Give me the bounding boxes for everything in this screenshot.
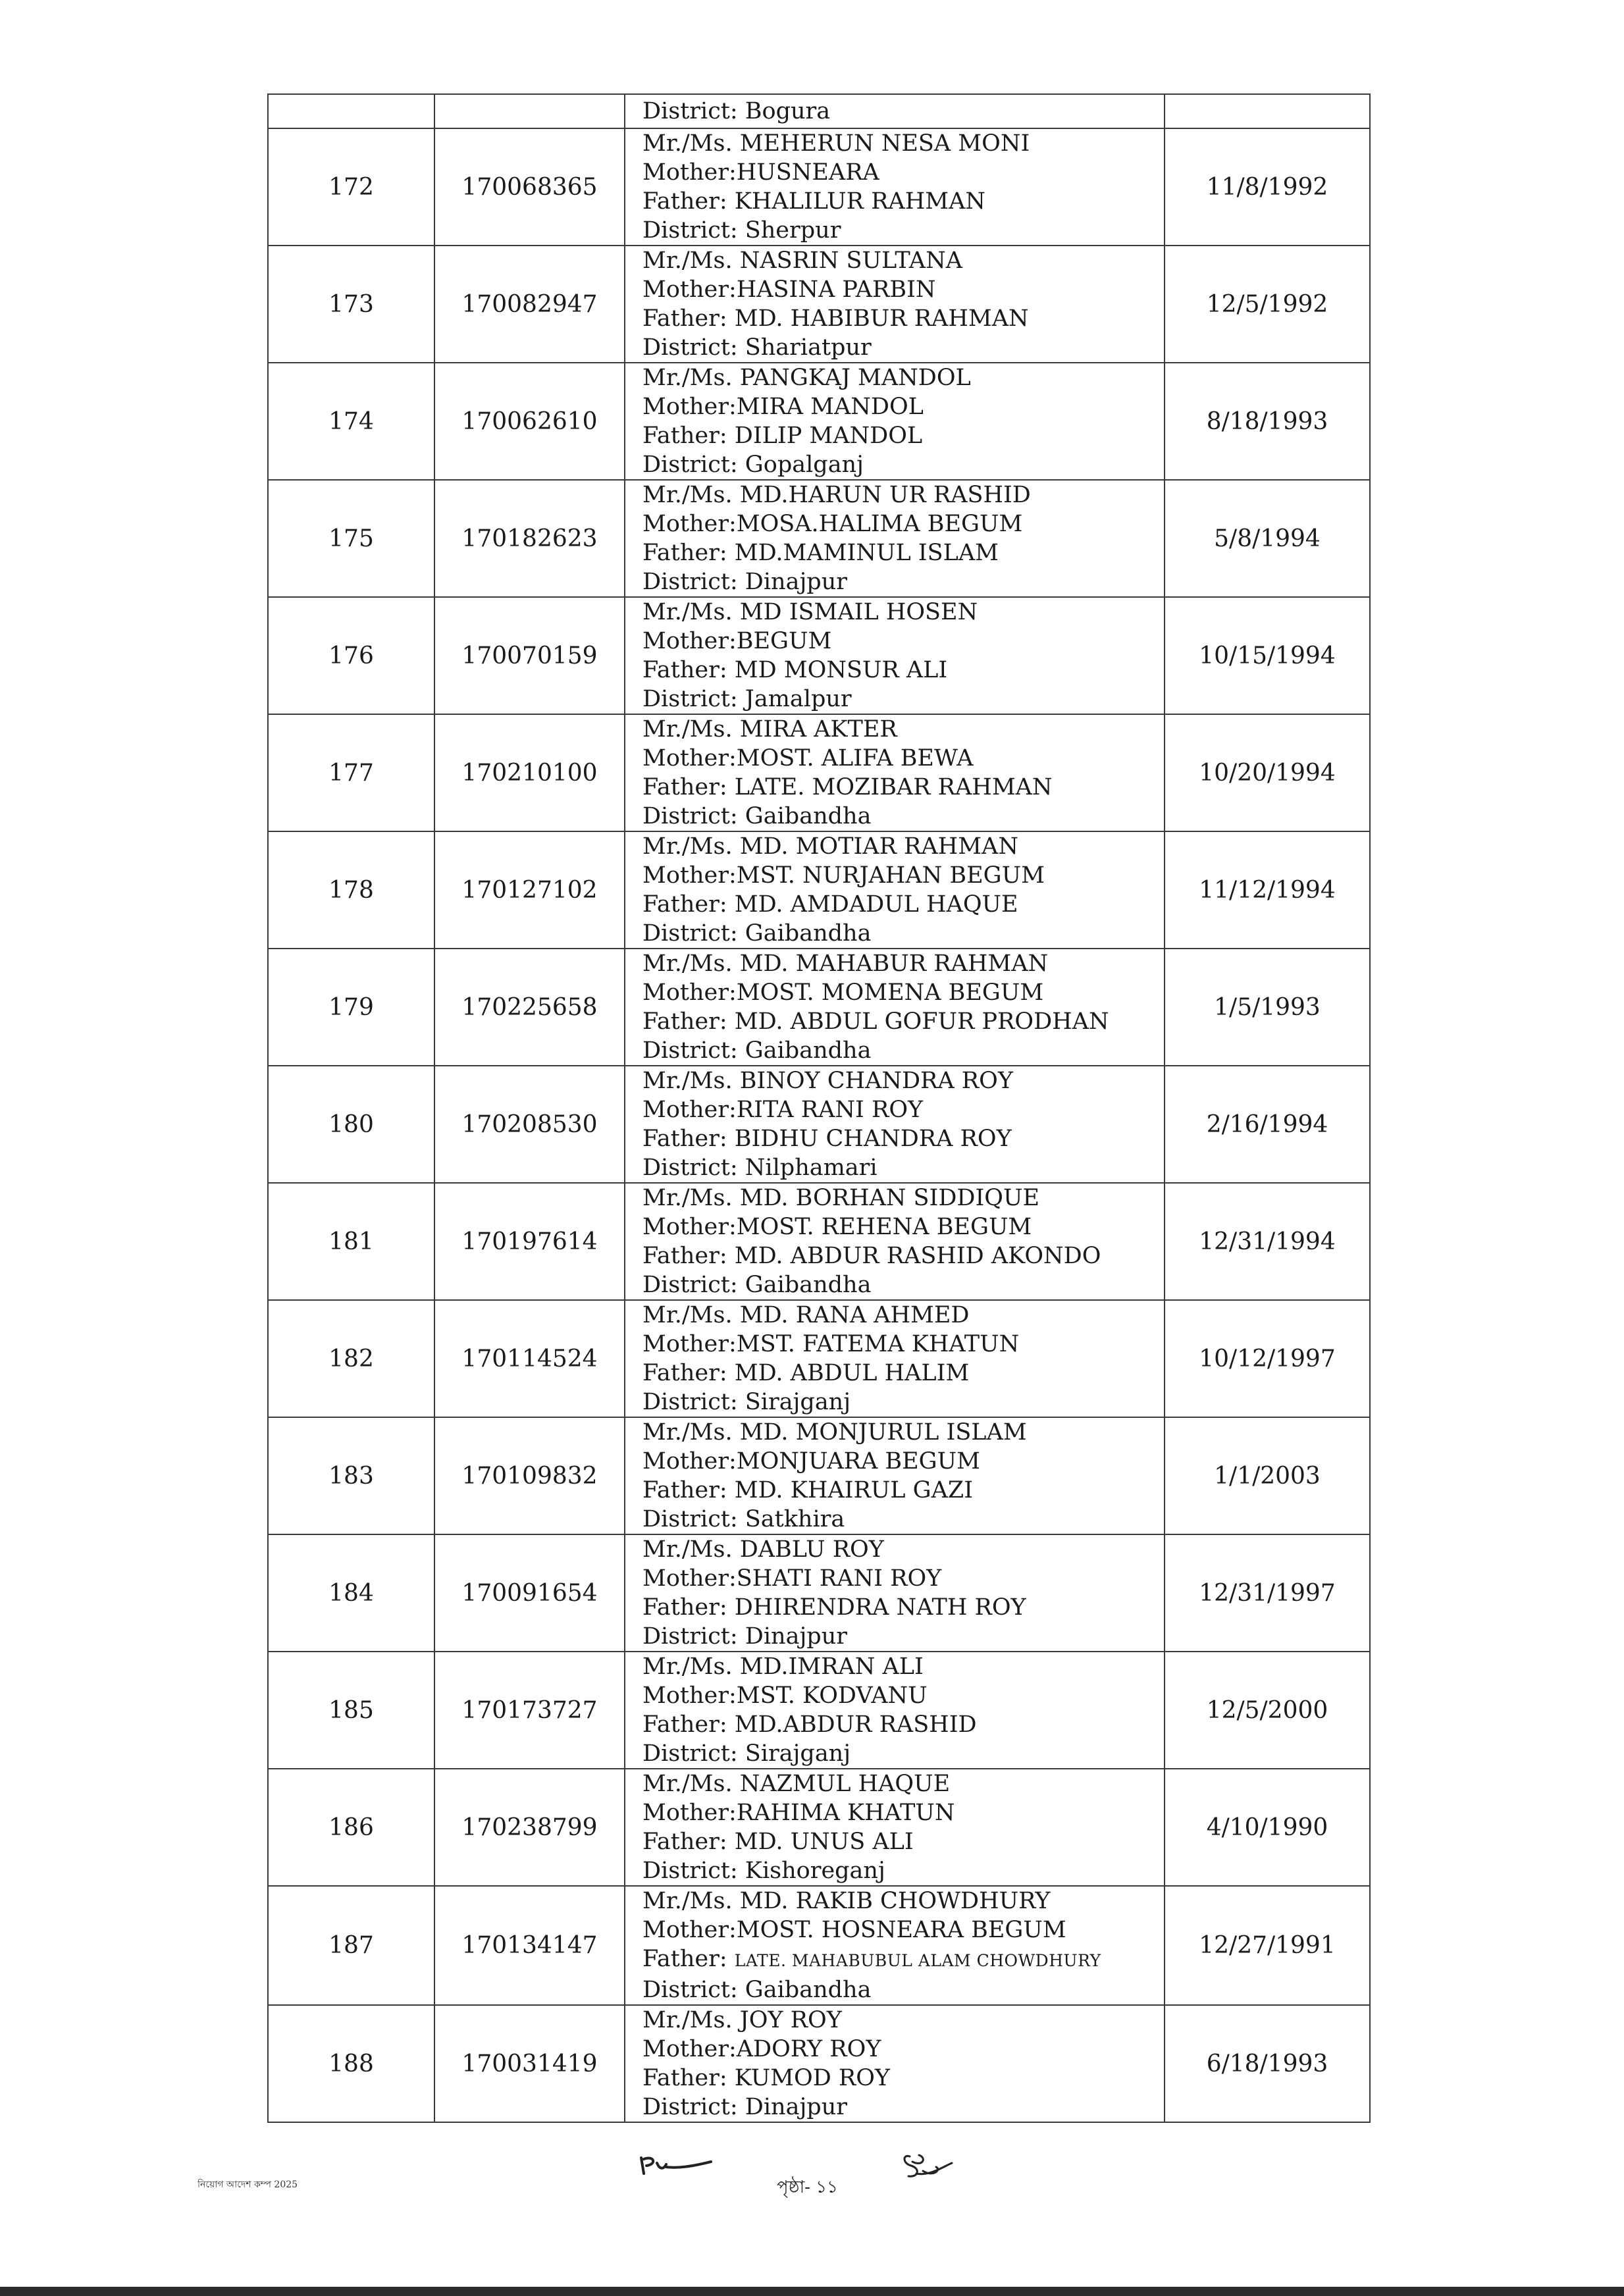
district-line: District: Bogura — [642, 98, 831, 124]
district-line: District: Sherpur — [642, 217, 841, 244]
father-name: DHIRENDRA NATH ROY — [734, 1594, 1026, 1621]
info-cell — [625, 246, 1165, 363]
father-name: DILIP MANDOL — [734, 423, 923, 449]
info-cell — [625, 714, 1165, 831]
roll-cell: 170127102 — [434, 831, 625, 949]
father-name: KHALILUR RAHMAN — [734, 188, 985, 215]
father-name: MD.MAMINUL ISLAM — [734, 540, 999, 566]
footer-note: নিয়োগ আদেশ কম্প 2025 — [197, 2179, 298, 2190]
info-cell — [625, 1300, 1165, 1417]
dob-cell: 10/12/1997 — [1165, 1300, 1370, 1417]
dob-cell — [1165, 94, 1370, 128]
father-label: Father: — [642, 1477, 727, 1503]
father-label: Father: — [642, 774, 727, 800]
district-line: District: Gaibandha — [642, 1037, 872, 1064]
mother-line: Mother:MST. FATEMA KHATUN — [642, 1331, 1020, 1357]
district-line: District: Nilphamari — [642, 1155, 877, 1181]
district-line: District: Sirajganj — [642, 1389, 851, 1415]
roll-cell: 170173727 — [434, 1652, 625, 1769]
serial-cell: 183 — [268, 1417, 434, 1534]
father-line — [642, 2064, 1164, 2093]
roll-cell — [434, 94, 625, 128]
roll-cell: 170082947 — [434, 246, 625, 363]
district-line: District: Kishoreganj — [642, 1858, 885, 1884]
father-label: Father: — [642, 1946, 727, 1972]
dob-cell: 2/16/1994 — [1165, 1066, 1370, 1183]
mother-line: Mother:MST. NURJAHAN BEGUM — [642, 862, 1045, 889]
dob-cell: 4/10/1990 — [1165, 1769, 1370, 1886]
roll-cell: 170238799 — [434, 1769, 625, 1886]
name-line: Mr./Ms. DABLU ROY — [642, 1536, 884, 1563]
table-row — [268, 480, 1370, 597]
district-line: District: Gaibandha — [642, 803, 872, 829]
father-name: MD MONSUR ALI — [734, 657, 948, 683]
name-line: Mr./Ms. MD ISMAIL HOSEN — [642, 599, 978, 625]
serial-cell: 176 — [268, 597, 434, 714]
roll-cell: 170062610 — [434, 363, 625, 480]
dob-cell: 11/12/1994 — [1165, 831, 1370, 949]
info-cell — [625, 480, 1165, 597]
roll-cell: 170197614 — [434, 1183, 625, 1300]
dob-cell: 1/1/2003 — [1165, 1417, 1370, 1534]
name-line: Mr./Ms. MD. RANA AHMED — [642, 1302, 970, 1328]
name-line: Mr./Ms. BINOY CHANDRA ROY — [642, 1068, 1013, 1094]
father-name: KUMOD ROY — [734, 2065, 891, 2091]
info-cell — [625, 831, 1165, 949]
father-label: Father: — [642, 891, 727, 918]
serial-cell: 185 — [268, 1652, 434, 1769]
serial-cell — [268, 94, 434, 128]
results-table — [267, 93, 1371, 2123]
father-label: Father: — [642, 540, 727, 566]
serial-cell: 182 — [268, 1300, 434, 1417]
dob-cell: 11/8/1992 — [1165, 128, 1370, 246]
name-line: Mr./Ms. NAZMUL HAQUE — [642, 1771, 951, 1797]
district-line: District: Gaibandha — [642, 920, 872, 947]
roll-cell: 170114524 — [434, 1300, 625, 1417]
name-line: Mr./Ms. MD.IMRAN ALI — [642, 1654, 924, 1680]
roll-cell: 170225658 — [434, 949, 625, 1066]
father-label: Father: — [642, 1594, 727, 1621]
dob-cell: 12/5/2000 — [1165, 1652, 1370, 1769]
serial-cell: 187 — [268, 1886, 434, 2005]
dob-cell: 6/18/1993 — [1165, 2005, 1370, 2122]
table-row — [268, 831, 1370, 949]
serial-cell: 186 — [268, 1769, 434, 1886]
signature-2 — [897, 2147, 957, 2185]
father-label: Father: — [642, 2065, 727, 2091]
father-label: Father: — [642, 1008, 727, 1035]
dob-cell: 1/5/1993 — [1165, 949, 1370, 1066]
father-line — [642, 1593, 1164, 1622]
name-line: Mr./Ms. NASRIN SULTANA — [642, 248, 962, 274]
mother-line: Mother:MOSA.HALIMA BEGUM — [642, 511, 1023, 537]
mother-line: Mother:HUSNEARA — [642, 159, 879, 186]
mother-line: Mother:BEGUM — [642, 628, 832, 654]
name-line: Mr./Ms. MIRA AKTER — [642, 716, 897, 743]
info-cell — [625, 1886, 1165, 2005]
father-label: Father: — [642, 305, 727, 332]
district-line: District: Jamalpur — [642, 686, 852, 712]
serial-cell: 179 — [268, 949, 434, 1066]
signature-1 — [637, 2151, 716, 2181]
father-label: Father: — [642, 423, 727, 449]
dob-cell: 12/31/1997 — [1165, 1534, 1370, 1652]
table-row — [268, 1417, 1370, 1534]
mother-line: Mother:MIRA MANDOL — [642, 394, 924, 420]
father-label: Father: — [642, 188, 727, 215]
dob-cell: 10/15/1994 — [1165, 597, 1370, 714]
father-name: BIDHU CHANDRA ROY — [734, 1126, 1012, 1152]
table-row — [268, 1652, 1370, 1769]
serial-cell: 180 — [268, 1066, 434, 1183]
father-line — [642, 1827, 1164, 1856]
father-line — [642, 1241, 1164, 1270]
info-cell — [625, 128, 1165, 246]
table-row — [268, 363, 1370, 480]
roll-cell: 170182623 — [434, 480, 625, 597]
info-cell — [625, 94, 1165, 128]
serial-cell: 188 — [268, 2005, 434, 2122]
father-name: MD. ABDUR RASHID AKONDO — [734, 1243, 1101, 1269]
father-line — [642, 1944, 1164, 1975]
dob-cell: 12/27/1991 — [1165, 1886, 1370, 2005]
table-row — [268, 128, 1370, 246]
father-line — [642, 890, 1164, 919]
mother-line: Mother:MOST. MOMENA BEGUM — [642, 979, 1044, 1006]
father-name: LATE. MAHABUBUL ALAM CHOWDHURY — [734, 1951, 1101, 1970]
roll-cell: 170208530 — [434, 1066, 625, 1183]
district-line: District: Gaibandha — [642, 1272, 872, 1298]
father-label: Father: — [642, 1711, 727, 1738]
info-cell — [625, 363, 1165, 480]
father-line — [642, 421, 1164, 450]
serial-cell: 173 — [268, 246, 434, 363]
name-line: Mr./Ms. MD. MONJURUL ISLAM — [642, 1419, 1027, 1446]
serial-cell: 174 — [268, 363, 434, 480]
mother-line: Mother:RAHIMA KHATUN — [642, 1800, 955, 1826]
mother-line: Mother:HASINA PARBIN — [642, 276, 936, 303]
table-row — [268, 714, 1370, 831]
dob-cell: 8/18/1993 — [1165, 363, 1370, 480]
district-line: District: Dinajpur — [642, 569, 847, 595]
father-label: Father: — [642, 657, 727, 683]
father-line — [642, 1710, 1164, 1739]
table-row — [268, 1300, 1370, 1417]
roll-cell: 170031419 — [434, 2005, 625, 2122]
table-row-continued — [268, 94, 1370, 128]
father-label: Father: — [642, 1243, 727, 1269]
info-cell — [625, 597, 1165, 714]
serial-cell: 177 — [268, 714, 434, 831]
mother-line: Mother:MST. KODVANU — [642, 1683, 928, 1709]
table-row — [268, 1886, 1370, 2005]
name-line: Mr./Ms. JOY ROY — [642, 2007, 842, 2033]
name-line: Mr./Ms. PANGKAJ MANDOL — [642, 365, 971, 391]
table-row — [268, 1534, 1370, 1652]
district-line: District: Gaibandha — [642, 1977, 872, 2003]
district-line: District: Satkhira — [642, 1506, 845, 1532]
roll-cell: 170091654 — [434, 1534, 625, 1652]
father-line — [642, 187, 1164, 216]
serial-cell: 184 — [268, 1534, 434, 1652]
info-cell — [625, 1066, 1165, 1183]
mother-line: Mother:RITA RANI ROY — [642, 1097, 924, 1123]
father-line — [642, 656, 1164, 685]
roll-cell: 170068365 — [434, 128, 625, 246]
father-line — [642, 773, 1164, 802]
table-row — [268, 2005, 1370, 2122]
name-line: Mr./Ms. MD. MOTIAR RAHMAN — [642, 833, 1018, 860]
info-cell — [625, 949, 1165, 1066]
father-line — [642, 1124, 1164, 1153]
serial-cell: 172 — [268, 128, 434, 246]
mother-line: Mother:MOST. REHENA BEGUM — [642, 1214, 1032, 1240]
mother-line: Mother:MONJUARA BEGUM — [642, 1448, 980, 1474]
roll-cell: 170070159 — [434, 597, 625, 714]
name-line: Mr./Ms. MD. MAHABUR RAHMAN — [642, 951, 1049, 977]
father-name: MD. AMDADUL HAQUE — [734, 891, 1018, 918]
info-cell — [625, 1183, 1165, 1300]
dob-cell: 12/31/1994 — [1165, 1183, 1370, 1300]
table-row — [268, 597, 1370, 714]
name-line: Mr./Ms. MD. RAKIB CHOWDHURY — [642, 1888, 1051, 1914]
mother-line: Mother:ADORY ROY — [642, 2036, 881, 2062]
serial-cell: 178 — [268, 831, 434, 949]
father-name: MD.ABDUR RASHID — [734, 1711, 977, 1738]
table-row — [268, 1769, 1370, 1886]
info-cell — [625, 1652, 1165, 1769]
mother-line: Mother:MOST. HOSNEARA BEGUM — [642, 1917, 1066, 1943]
roll-cell: 170134147 — [434, 1886, 625, 2005]
roll-cell: 170109832 — [434, 1417, 625, 1534]
father-line — [642, 304, 1164, 333]
table-row — [268, 1066, 1370, 1183]
district-line: District: Gopalganj — [642, 452, 864, 478]
father-name: MD. ABDUL GOFUR PRODHAN — [734, 1008, 1109, 1035]
info-cell — [625, 1534, 1165, 1652]
info-cell — [625, 1769, 1165, 1886]
father-label: Father: — [642, 1829, 727, 1855]
father-label: Father: — [642, 1126, 727, 1152]
dob-cell: 5/8/1994 — [1165, 480, 1370, 597]
district-line: District: Sirajganj — [642, 1740, 851, 1767]
serial-cell: 175 — [268, 480, 434, 597]
dob-cell: 12/5/1992 — [1165, 246, 1370, 363]
scan-edge — [0, 2287, 1624, 2296]
name-line: Mr./Ms. MD.HARUN UR RASHID — [642, 482, 1031, 508]
results-table-body — [268, 94, 1370, 2122]
table-row — [268, 246, 1370, 363]
district-line: District: Dinajpur — [642, 1623, 847, 1650]
father-line — [642, 1359, 1164, 1388]
page-number: পৃষ্ঠা- ১১ — [777, 2178, 838, 2197]
district-line: District: Shariatpur — [642, 334, 872, 361]
father-label: Father: — [642, 1360, 727, 1386]
father-line — [642, 1007, 1164, 1036]
info-cell — [625, 2005, 1165, 2122]
name-line: Mr./Ms. MEHERUN NESA MONI — [642, 130, 1030, 157]
father-name: LATE. MOZIBAR RAHMAN — [734, 774, 1053, 800]
name-line: Mr./Ms. MD. BORHAN SIDDIQUE — [642, 1185, 1040, 1211]
table-row — [268, 949, 1370, 1066]
serial-cell: 181 — [268, 1183, 434, 1300]
roll-cell: 170210100 — [434, 714, 625, 831]
father-line — [642, 1476, 1164, 1505]
dob-cell: 10/20/1994 — [1165, 714, 1370, 831]
mother-line: Mother:MOST. ALIFA BEWA — [642, 745, 974, 771]
father-name: MD. KHAIRUL GAZI — [734, 1477, 974, 1503]
father-name: MD. HABIBUR RAHMAN — [734, 305, 1029, 332]
info-cell — [625, 1417, 1165, 1534]
mother-line: Mother:SHATI RANI ROY — [642, 1565, 942, 1592]
father-name: MD. UNUS ALI — [734, 1829, 914, 1855]
father-line — [642, 538, 1164, 567]
table-row — [268, 1183, 1370, 1300]
father-name: MD. ABDUL HALIM — [734, 1360, 970, 1386]
district-line: District: Dinajpur — [642, 2094, 847, 2120]
